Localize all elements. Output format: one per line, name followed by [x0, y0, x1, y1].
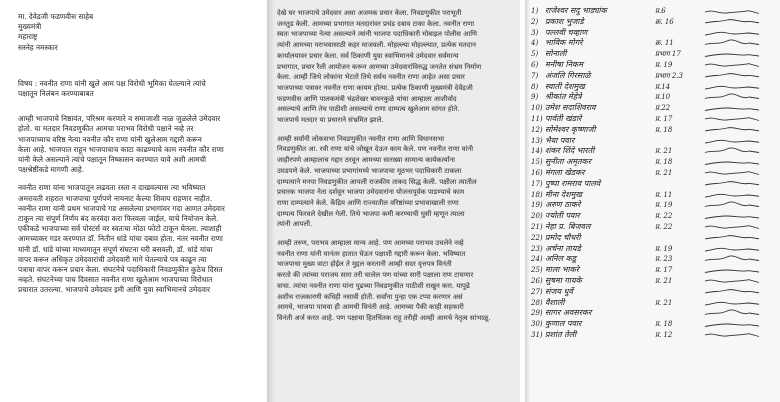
handwritten-signature — [703, 233, 763, 242]
signature-row — [531, 319, 776, 330]
handwritten-signature — [703, 50, 763, 59]
handwritten-signature — [703, 287, 763, 296]
signature-row — [531, 125, 776, 136]
signature-list — [531, 6, 776, 341]
handwritten-signature — [703, 136, 763, 145]
signature-row — [531, 190, 776, 201]
signature-name: भाविक मोगरे — [545, 38, 583, 48]
body-line: यांनी केले असल्याने त्यांचे पक्षातून निष्कासन करण्यात यावे अशी आमची — [18, 155, 206, 165]
body-line: पत्राचा वापर करून प्रचार केला. संघटनेचे पदाधिकारी निवडणुकीत कुठेच दिसत — [18, 265, 223, 275]
body-line: देखे घर भाजपाचे उमेदवार असा अजमक प्रचार केला. निवडणुकीत पराभूती — [277, 9, 462, 17]
body-line: कार्यालयावर प्रचार केला. सर्व ठिकाणी युवा स्वाभिमानचे उमेदवार सर्वमान्य — [277, 51, 459, 60]
signature-num: 14) — [531, 147, 543, 156]
subject-line: पक्षातून निलंबन करण्याबाबत — [18, 89, 94, 99]
body-line: जाहीरपणे आम्हालाच गद्दार ठरवून आमच्या सारख्या सामान्य कार्यकर्त्यांना — [277, 156, 455, 165]
body-line: नव्हते. संघटनेच्या पाच दिवसात नवनीत राणा खुलेआम भाजपाच्या विरोधात — [18, 275, 213, 285]
signature-name: राजेश्वर सदु भाड्यांक — [545, 6, 607, 15]
handwritten-signature — [703, 60, 763, 69]
signature-num: 10) — [531, 104, 543, 113]
letter-header-line: सस्नेह नमस्कार — [18, 42, 58, 52]
signature-age: प्र. 22 — [655, 222, 673, 231]
handwritten-signature — [703, 39, 763, 48]
signature-age: प्रभाग 2.3 — [655, 71, 684, 80]
signature-row — [531, 114, 776, 125]
signature-age: प्र. 19 — [655, 60, 673, 69]
handwritten-signature — [703, 276, 763, 285]
handwritten-signature — [703, 222, 763, 231]
body-line: भाजपाचा मुख्य वाटा होईल ते मुद्दल करतानी आम्ही सदर वृत्तपत्र विनंती — [277, 260, 452, 269]
signature-age: प्र. 18 — [655, 320, 673, 329]
signature-age: प्रभाग 17 — [655, 50, 681, 59]
signature-num: 16) — [531, 168, 543, 177]
signature-row — [531, 244, 776, 255]
signature-name: सागर अवसरकर — [545, 308, 592, 318]
signature-age: प्र. 12 — [655, 330, 673, 339]
signature-name: प्रशांत तेली — [545, 329, 577, 339]
signature-row — [531, 157, 776, 168]
signature-row — [531, 103, 776, 114]
signature-num: 25) — [531, 266, 543, 275]
signature-num: 15) — [531, 158, 543, 167]
body-line: दाम्पत्याने मनपा निवडणुकीत आपली राजकीय ताकद सिद्ध केली. पक्षीला त्यातील — [277, 177, 477, 186]
handwritten-signature — [703, 93, 763, 102]
signature-name: पुष्पा रामराव पालवे — [545, 178, 601, 188]
handwritten-signature — [703, 125, 763, 134]
signature-num: 20) — [531, 212, 543, 221]
handwritten-signature — [703, 255, 763, 264]
signature-age: प्र. 18 — [655, 158, 673, 167]
signature-num: 22) — [531, 233, 543, 242]
signature-age: क्र. 16 — [655, 17, 674, 26]
signature-age: क्र. 11 — [655, 39, 674, 48]
continuation-paragraph-3 — [277, 238, 514, 324]
signature-num: 8) — [531, 82, 539, 91]
signature-age: प्र. 17 — [655, 114, 673, 123]
signature-row — [531, 17, 776, 28]
signature-row — [531, 82, 776, 93]
signature-row — [531, 146, 776, 157]
body-line: निवडणुकीत आ. रवी राणा यांचे जोखून देऊन काम केले. पण नवनीत राणा यांनी — [277, 145, 474, 154]
subject-line: विषय : नवनीत राणा यांनी खुले आम पक्ष विरोधी भूमिका घेतल्याने त्यांचे — [18, 78, 206, 88]
signature-age: प्र.6 — [655, 7, 666, 15]
signature-age: प्र. 19 — [655, 244, 673, 253]
letter-continuation-page — [267, 0, 520, 402]
signature-num: 26) — [531, 276, 543, 285]
signature-row — [531, 211, 776, 222]
signature-name: उमेश सदाशिवराव — [545, 103, 596, 113]
body-line: स्वतः भाजपाच्या नेत्या असल्याने त्यांनी भाजपा पदाधिकारी मोबाइल पोलीस आणि — [277, 30, 477, 39]
signature-name: मनीषा निकम — [545, 59, 583, 69]
signature-row — [531, 136, 776, 147]
signature-name: शंकर शिंदे भारती — [545, 146, 595, 156]
signature-age: प्र. 19 — [655, 201, 673, 210]
signature-name: माला भाकरे — [545, 265, 580, 275]
body-line: भाजपाच्या पत्रावर नवनीत राणा कायम होत्या. प्रत्येक ठिकाणी मुख्यमंत्री देवेंद्रजी — [277, 83, 473, 92]
handwritten-signature — [703, 212, 763, 221]
body-line: वाचा. त्यांचा नवनीत राणा यांना पुढच्या निवडणुकीत पाठीशी राखुन करा. यापुढे — [277, 281, 470, 290]
handwritten-signature — [703, 7, 763, 16]
signature-age: प्र. 18 — [655, 125, 673, 134]
signature-name: कुणाल पवार — [545, 319, 582, 329]
signature-row — [531, 298, 776, 309]
signature-row — [531, 330, 776, 341]
signature-num: 2) — [531, 17, 539, 26]
handwritten-signature — [703, 168, 763, 177]
signature-num: 6) — [531, 60, 539, 69]
signature-num: 7) — [531, 71, 539, 80]
body-line: नवनीत राणा यांना भाजपातून लढवता रस्ता न दाखवल्यास त्या भविष्यात — [18, 183, 206, 193]
signature-row — [531, 71, 776, 82]
signature-name: सोमेश्वर कृष्णाजी — [545, 124, 596, 134]
signature-num: 28) — [531, 298, 543, 307]
body-line: प्रभागात, प्रचार रैली आयोजन करून आमच्या उमेदवारांविरुद्ध जनतेत संभ्रम निर्माण — [277, 62, 482, 71]
signature-num: 21) — [531, 222, 543, 231]
signature-row — [531, 233, 776, 244]
handwritten-signature — [703, 71, 763, 80]
letter-header-line: मुख्यमंत्री — [18, 22, 42, 32]
signature-num: 9) — [531, 93, 539, 102]
letter-page — [0, 0, 262, 402]
signature-name: अर्चना तायडे — [545, 243, 581, 253]
letter-paragraph-1 — [18, 114, 252, 175]
signature-num: 24) — [531, 255, 543, 264]
body-line: दाम्पत्य फिरवले देखील गेली. तिथे भाजपा कमी करण्याची घुसी म्हणून त्याला — [277, 209, 465, 218]
signature-age: प्र. 11 — [655, 190, 673, 199]
signature-row — [531, 265, 776, 276]
signature-num: 1) — [531, 7, 539, 15]
handwritten-signature — [703, 158, 763, 167]
body-line: फडणवीस आणि पालकमंत्री चंद्रशेखर बावनकुळे यांचा आम्हाला आशीर्वाद — [277, 94, 457, 103]
signature-name: संजय धुर्वे — [545, 286, 573, 296]
signature-num: 31) — [531, 330, 543, 339]
signature-age: प्र. 17 — [655, 266, 673, 275]
body-line: जनतुड केली. आमच्या प्रभागात मतदारांवर प्रचंड दबाव टाका केला. नवनीत राणा — [277, 19, 474, 28]
signature-name: पार्वती खंडारे — [545, 113, 582, 123]
signature-row — [531, 49, 776, 60]
body-line: नवनीत राणा यांनी यानंतर हातात घेऊन पक्षाशी गद्दारी करून केला. भविष्यात — [277, 249, 466, 258]
signature-name: अनिल कडू — [545, 254, 577, 264]
signature-num: 23) — [531, 244, 543, 253]
signature-age: प्र. 21 — [655, 276, 673, 285]
body-line: करतो की त्यांच्या पराजय सारा तरी चालेल पण यांच्या सारी पक्षाला राण टाचणार — [277, 271, 474, 280]
signature-num: 18) — [531, 190, 543, 199]
signature-age: प्र.14 — [655, 82, 671, 91]
body-line: आमच्याकर गडर करण्यात डॉ. नितीन धांडे यांचा दबाव होता. नंतर नवनीत राणा — [18, 234, 223, 244]
handwritten-signature — [703, 17, 763, 26]
handwritten-signature — [703, 179, 763, 188]
signature-num: 27) — [531, 287, 543, 296]
handwritten-signature — [703, 28, 763, 37]
body-line: अमरावती शहरात भाजपाचा पूर्णपणे नायनाट केल्या शिवाय राहणार नाहीत. — [18, 193, 213, 203]
signature-row — [531, 254, 776, 265]
handwritten-signature — [703, 104, 763, 113]
signature-name: श्रीकांत मेहेत्रे — [545, 92, 582, 102]
letter-header-line: महाराष्ट्र — [18, 32, 38, 42]
signature-age: प्र.22 — [655, 104, 671, 113]
body-line: यांनी डॉ. धांडे यांच्या माध्यमातून संपूर्ण संघटना घरी बसवली, डॉ. धांडे यांचा — [18, 244, 213, 254]
signature-age: प्र. 22 — [655, 212, 673, 221]
signature-name: वैशाली — [545, 297, 565, 307]
body-line: होतो. या मतदार निवडणुकीत आमचा पराभव विरोधी पक्षाने नव्हे तर — [18, 124, 194, 134]
body-line: विनंती अर्ज करत आहे. पण पक्षाचा हितचिंतक राहू तरीही आम्ही आमचे नेतृत्व सांभाळू. — [277, 313, 491, 322]
signature-age: प्र.10 — [655, 93, 671, 102]
handwritten-signature — [703, 201, 763, 210]
signature-row — [531, 92, 776, 103]
signature-row — [531, 38, 776, 49]
body-line: राणा दाम्पत्याने केले. केंद्रिय आणि राज्यातील वरिष्ठांच्या प्रभावाखाली राणा — [277, 198, 459, 207]
handwritten-signature — [703, 298, 763, 307]
body-line: एकीकडे भाजपाच्या सर्व पोस्टर्स वर स्वतःचा मोठा फोटो टाकून घेतला. त्याशाही — [18, 224, 222, 234]
body-line: त्यांनी आपली. — [277, 220, 313, 229]
signature-list-page — [525, 0, 780, 402]
body-line: प्रचारक भाजपा नेता दर्शवून भाजपा उमेदवारांना योजनापूर्वक पाडण्याचे काम — [277, 188, 465, 197]
continuation-paragraph-1 — [277, 8, 514, 126]
signature-row — [531, 222, 776, 233]
signature-num: 29) — [531, 309, 543, 318]
signature-row — [531, 168, 776, 179]
signature-name: अंजलि गिरसाळे — [545, 70, 591, 80]
signature-num: 4) — [531, 39, 539, 48]
signature-num: 5) — [531, 50, 539, 59]
letter-header-line: मा. देवेद्रजी फडणवीस साहेब — [18, 12, 94, 21]
body-line: आम्ही तरुण, पराभव आम्हाला मान्य आहे. पण आमच्या पराभव उचलेने नव्हे — [277, 239, 464, 248]
signature-name: सोनाली — [545, 49, 567, 59]
signature-name: स्वाती देशमुख — [545, 81, 585, 91]
body-line: टाकून त्या संपूर्ण निर्णय बंद करवंदा करा फिरवला जाईल, याचे नियोजन केले. — [18, 214, 219, 224]
signature-name: नेहा प्र. बिजवल — [545, 221, 591, 231]
body-line: भाजपाच्याच वरिष्ठ नेत्या नवनीत कौर राणा यांनी खुलेआम गद्दारी करून — [18, 134, 202, 144]
signature-row — [531, 287, 776, 298]
body-line: प्रचारात उतरल्या. भाजपाचे उमेदवार इमी आणि युवा स्वाभिमानचे उमेदवार — [18, 285, 210, 295]
handwritten-signature — [703, 147, 763, 156]
letter-paragraph-2 — [18, 183, 252, 295]
handwritten-signature — [703, 309, 763, 318]
page-gutter-shadow — [525, 0, 530, 402]
signature-name: प्रकाश भुजाडे — [545, 16, 584, 26]
signature-age: प्र. 21 — [655, 147, 673, 156]
signature-name: अरुण ठाकरे — [545, 200, 581, 210]
signature-name: मीना देशमुख — [545, 189, 582, 199]
signature-num: 3) — [531, 28, 539, 37]
signature-name: ज्योती पवार — [545, 211, 580, 221]
body-line: वापर करून अधिकृत उमेदवारांची उमेदवारी मागे घेतल्याचे पत्र काढून त्या — [18, 254, 207, 264]
body-line: नवनीत राणा यांनी प्रथम भाजपाचे गड असलेल्या प्रभागांवर गदा आणत उमेदवार — [18, 203, 225, 213]
signature-row — [531, 28, 776, 39]
signature-num: 12) — [531, 125, 543, 134]
handwritten-signature — [703, 190, 763, 199]
signature-row — [531, 6, 776, 17]
signature-row — [531, 200, 776, 211]
body-line: पक्षश्रेष्ठींकडे मागणी आहे. — [18, 165, 85, 175]
signature-num: 19) — [531, 201, 543, 210]
signature-name: मंगला खेडकर — [545, 167, 585, 177]
body-line: भाजपाचे मतदार या प्रचाराने संभ्रमित झाले. — [277, 116, 384, 125]
body-line: आम्ही सर्वांनी लोकसभा निवडणुकीत नवनीत राणा आणि विधानसभा — [277, 134, 445, 143]
signature-age: प्र. 21 — [655, 298, 673, 307]
body-line: केला आहे. भाजपात राहून भाजपाचाच काटा काढण्याचे काम नवनीत कौर राणा — [18, 144, 224, 154]
body-line: उघडपणे केले. भाजपाच्या प्रभागांमध्ये भाजपाचा मूठभर पदाधिकारी टाकला — [277, 166, 462, 175]
signature-name: सुषमा गायके — [545, 275, 582, 285]
letter-header — [18, 12, 252, 53]
handwritten-signature — [703, 82, 763, 91]
body-line: त्यांनी आमच्या पराभवासाठी कहर माजवली. मोहल्ल्या मोहल्ल्यात, प्रत्येक मतदान — [277, 41, 476, 50]
signature-row — [531, 179, 776, 190]
signature-name: पल्लवी चव्हाण — [545, 27, 588, 37]
continuation-paragraph-2 — [277, 134, 514, 230]
handwritten-signature — [703, 244, 763, 253]
signature-num: 17) — [531, 179, 543, 188]
body-line: आम्ही भाजपाचे निष्ठावंत, परिश्रम करणारे व समाजाशी नाळ जुळलेले उमेदवार — [18, 114, 221, 124]
body-line: अशीच राजकारणी कधिही नसावी होती. सर्वांना पुन्हा एक टप्पा करणार असं — [277, 292, 463, 301]
letter-subject — [18, 79, 252, 99]
signature-age: प्र. 21 — [655, 168, 673, 177]
signature-age: प्र. 23 — [655, 255, 673, 264]
signature-num: 11) — [531, 114, 543, 123]
signature-row — [531, 60, 776, 71]
body-line: आमचे, भाजपा पाचवा ही आमची विनंती आहे. आमच्या पैकी काही सहकारी — [277, 303, 464, 312]
body-line: केला. आम्ही जिथे लोकांना भेटतो तिथे सर्वच नवनीत राणा आहेत असा प्रचार — [277, 73, 465, 82]
signature-name: प्रमोद चौधरी — [545, 232, 581, 242]
signature-name: सुनीता अमृतकर — [545, 157, 591, 167]
handwritten-signature — [703, 320, 763, 329]
handwritten-signature — [703, 266, 763, 275]
signature-row — [531, 308, 776, 319]
handwritten-signature — [703, 330, 763, 339]
body-line: असल्याचे आणि तेच पाठीशी असल्याचे राणा दाम्पत्य खुलेआम सांगत होते. — [277, 105, 460, 114]
signature-num: 13) — [531, 136, 543, 145]
handwritten-signature — [703, 114, 763, 123]
signature-num: 30) — [531, 320, 543, 329]
signature-row — [531, 276, 776, 287]
signature-name: भैया पवार — [545, 135, 575, 145]
